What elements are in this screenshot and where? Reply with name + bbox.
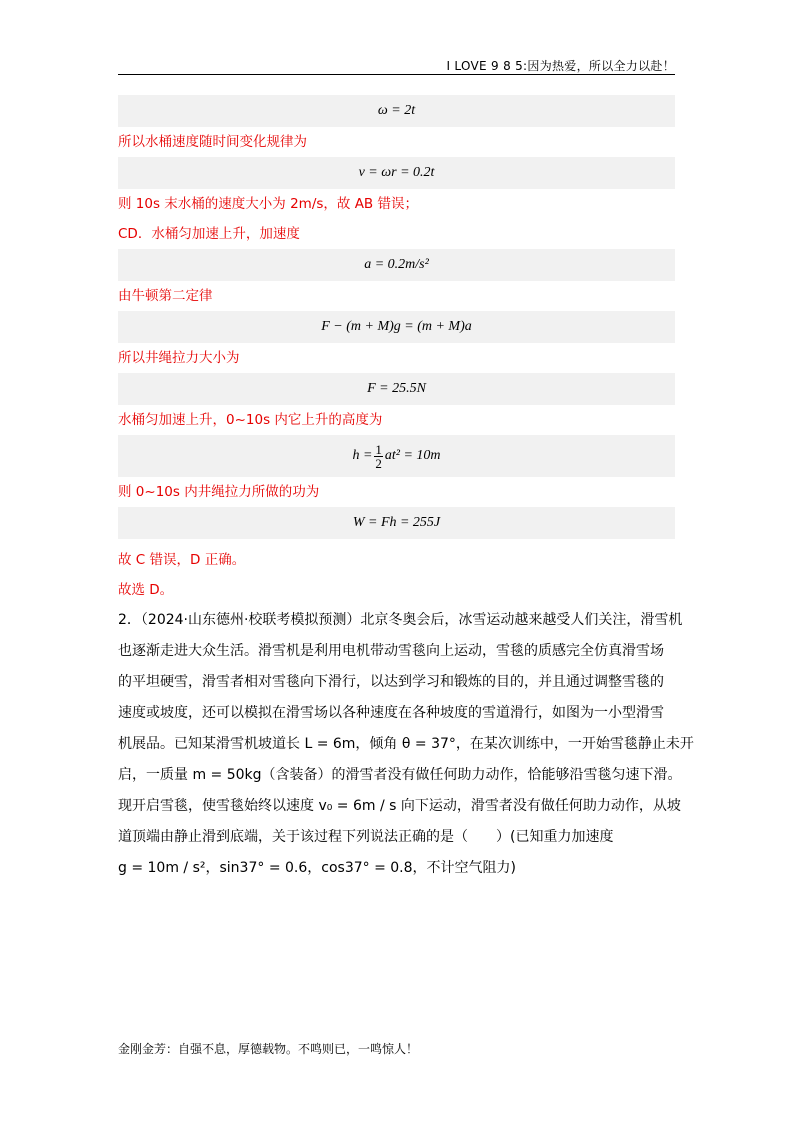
problem-2-line: g = 10m / s²，sin37° = 0.6，cos37° = 0.8，不计空气阻力): [118, 860, 516, 876]
problem-2-line: 速度或坡度，还可以模拟在滑雪场以各种速度在各种坡度的雪道滑行，如图为一小型滑雪: [118, 705, 664, 721]
solution-text-6: 水桶匀加速上升，0~10s 内它上升的高度为: [118, 412, 383, 428]
equation-newton: F − (m + M)g = (m + M)a: [118, 311, 675, 343]
page-header-text: I LOVE 9 8 5:因为热爱，所以全力以赴！: [446, 59, 675, 73]
solution-text-2: 则 10s 末水桶的速度大小为 2m/s，故 AB 错误；: [118, 196, 418, 212]
solution-text-4: 由牛顿第二定律: [118, 288, 213, 304]
problem-2-line: 的平坦硬雪，滑雪者相对雪毯向下滑行，以达到学习和锻炼的目的，并且通过调整雪毯的: [118, 674, 664, 690]
equation-F: F = 25.5N: [118, 373, 675, 405]
equation-h-left: h =: [352, 448, 373, 463]
problem-2: [118, 605, 694, 884]
solution-text-7: 则 0~10s 内井绳拉力所做的功为: [118, 484, 320, 500]
solution-text-9: 故选 D。: [118, 582, 174, 598]
header-rule: [118, 74, 675, 75]
problem-2-line: 也逐渐走进大众生活。滑雪机是利用电机带动雪毯向上运动，雪毯的质感完全仿真滑雪场: [118, 643, 664, 659]
equation-h-numerator: 1: [375, 441, 382, 457]
solution-text-3: CD．水桶匀加速上升，加速度: [118, 226, 300, 242]
solution-text-1: 所以水桶速度随时间变化规律为: [118, 134, 307, 150]
page-content: [118, 95, 694, 884]
problem-2-line: 2．（2024·山东德州·校联考模拟预测）北京冬奥会后，冰雪运动越来越受人们关注，滑雪机: [118, 612, 683, 628]
page-footer-text: 金刚金芳：自强不息，厚德载物。不鸣则已，一鸣惊人！: [118, 1042, 419, 1056]
solution-text-8: 故 C 错误，D 正确。: [118, 552, 246, 568]
equation-h: [118, 435, 675, 477]
problem-2-line: 机展品。已知某滑雪机坡道长 L = 6m，倾角 θ = 37°，在某次训练中，一开始雪毯静止未开: [118, 736, 694, 752]
equation-omega: ω = 2t: [118, 95, 675, 127]
problem-2-line: 道顶端由静止滑到底端，关于该过程下列说法正确的是（ ）(已知重力加速度: [118, 829, 614, 845]
equation-W: W = Fh = 255J: [118, 507, 675, 539]
equation-h-denominator: 2: [375, 455, 382, 471]
equation-v: v = ωr = 0.2t: [118, 157, 675, 189]
solution-text-5: 所以井绳拉力大小为: [118, 350, 240, 366]
equation-h-right: at² = 10m: [384, 448, 441, 463]
problem-2-line: 现开启雪毯，使雪毯始终以速度 v₀ = 6m / s 向下运动，滑雪者没有做任何助力动作，从坡: [118, 798, 681, 814]
equation-a: a = 0.2m/s²: [118, 249, 675, 281]
equation-h-fraction: [374, 443, 383, 470]
problem-2-line: 启，一质量 m = 50kg（含装备）的滑雪者没有做任何助力动作，恰能够沿雪毯匀速下滑。: [118, 767, 682, 783]
